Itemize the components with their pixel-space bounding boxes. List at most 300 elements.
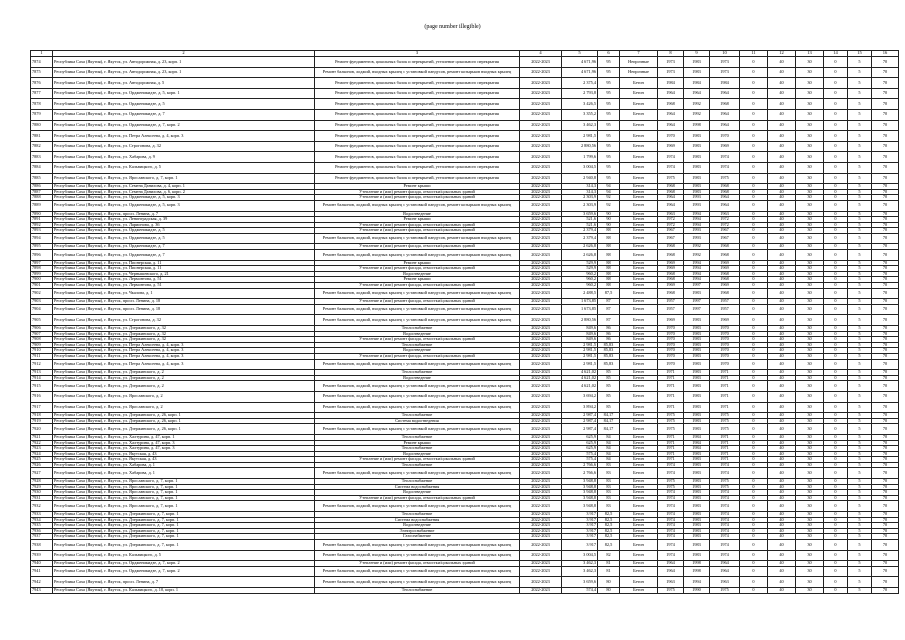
table-cell: Республика Саха (Якутия), г. Якутск, ул. Автодорожная, д. 23, корп. 1 xyxy=(53,67,315,78)
table-cell: 70 xyxy=(872,141,899,152)
table-cell: 70 xyxy=(872,211,899,217)
table-cell: 1969 xyxy=(658,266,684,272)
table-cell: 2 981,5 xyxy=(562,359,598,370)
table-cell: 5 xyxy=(848,370,872,376)
table-cell: 4 671,96 xyxy=(562,57,598,68)
table-cell: 70 xyxy=(872,331,899,337)
table-cell: Республика Саха (Якутия), г. Якутск, ул. Петра Алексеева, д. 4, корп. 3 xyxy=(53,359,315,370)
table-cell: 1971 xyxy=(658,446,684,452)
column-header: 3 xyxy=(315,51,520,57)
table-cell: Бетон xyxy=(620,418,658,424)
table-cell: 30 xyxy=(796,434,824,440)
table-cell: Республика Саха (Якутия), г. Якутск, ул. Ордженикидзе, д. 7, корп. 2 xyxy=(53,120,315,131)
table-cell: 7908 xyxy=(31,337,53,343)
table-cell: 1968 xyxy=(658,189,684,195)
table-cell: 70 xyxy=(872,109,899,120)
table-cell: 5 xyxy=(848,402,872,413)
table-cell: 529,9 xyxy=(562,260,598,266)
table-cell: 0 xyxy=(824,391,848,402)
table-cell: Система водоснабжения xyxy=(315,484,520,490)
table-cell: 30 xyxy=(796,587,824,593)
table-cell: 5 xyxy=(848,67,872,78)
table-cell: 0 xyxy=(824,67,848,78)
table-cell: 88 xyxy=(598,266,620,272)
table-cell: 1968 xyxy=(710,288,740,299)
table-cell: Республика Саха (Якутия), г. Якутск, ул. Ларионова, д. 36 xyxy=(53,222,315,228)
table-cell: 70 xyxy=(872,479,899,485)
table-cell: Республика Саха (Якутия), г. Якутск, ул. Чернышевского, д. 21 xyxy=(53,271,315,277)
table-cell: Бетон xyxy=(620,424,658,435)
table-cell: 70 xyxy=(872,440,899,446)
table-cell: 92 xyxy=(598,200,620,211)
table-cell: 40 xyxy=(768,217,796,223)
table-row xyxy=(31,391,899,402)
table-cell: 86 xyxy=(598,337,620,343)
table-cell: 30 xyxy=(796,304,824,315)
table-cell: 1971 xyxy=(710,434,740,440)
table-cell: 7903 xyxy=(31,299,53,305)
table-cell: 2022-2023 xyxy=(520,528,562,534)
table-cell: 0 xyxy=(824,550,848,561)
table-row xyxy=(31,381,899,392)
table-cell: 1970 xyxy=(658,131,684,142)
table-cell: 40 xyxy=(768,326,796,332)
table-cell: 5 xyxy=(848,523,872,529)
table-cell: 30 xyxy=(796,67,824,78)
table-cell: 30 xyxy=(796,250,824,261)
table-cell: Бетон xyxy=(620,517,658,523)
table-cell: 5 xyxy=(848,528,872,534)
table-cell: 2022-2023 xyxy=(520,451,562,457)
table-cell: 1974 xyxy=(658,512,684,518)
table-cell: 83 xyxy=(598,484,620,490)
table-cell: 2022-2023 xyxy=(520,402,562,413)
table-cell: Ремонт фундаментов, цокольных балок и перекрытий, утепление цокольного перекрытия xyxy=(315,78,520,89)
table-cell: 5 xyxy=(848,479,872,485)
table-cell: 0 xyxy=(824,173,848,184)
table-cell: Республика Саха (Якутия), г. Якутск, ул. Лермонтова, д. 51 xyxy=(53,283,315,289)
table-cell: 2022-2023 xyxy=(520,331,562,337)
table-cell: 30 xyxy=(796,495,824,501)
table-cell: 849,6 xyxy=(562,326,598,332)
table-cell: 30 xyxy=(796,424,824,435)
table-cell: 5 xyxy=(848,484,872,490)
table-cell: 1983 xyxy=(684,331,710,337)
table-cell: 85 xyxy=(598,375,620,381)
table-cell: 5 xyxy=(848,173,872,184)
table-cell: 1974 xyxy=(658,528,684,534)
table-cell: 7877 xyxy=(31,88,53,99)
table-cell: 0 xyxy=(824,462,848,468)
table-cell: 0 xyxy=(740,173,768,184)
table-cell: 1983 xyxy=(684,162,710,173)
table-cell: Ремонт крыши xyxy=(315,217,520,223)
table-cell: 1974 xyxy=(710,468,740,479)
table-cell: 5 xyxy=(848,550,872,561)
table-cell: 1975 xyxy=(710,418,740,424)
table-cell: Бетон xyxy=(620,528,658,534)
table-cell: 5 xyxy=(848,375,872,381)
table-row xyxy=(31,99,899,110)
table-cell: 1969 xyxy=(658,260,684,266)
table-cell: 0 xyxy=(824,304,848,315)
table-cell: Ремонт балконов, лоджий, входных крылец с установкой пандусов, ремонт козырьков входных крылец xyxy=(315,288,520,299)
table-cell: 0 xyxy=(740,271,768,277)
table-cell: 0 xyxy=(740,200,768,211)
table-cell: 2022-2023 xyxy=(520,440,562,446)
table-cell: 1983 xyxy=(684,523,710,529)
table-cell: 0 xyxy=(740,523,768,529)
column-header: 2 xyxy=(53,51,315,57)
table-cell: 40 xyxy=(768,337,796,343)
table-cell: 70 xyxy=(872,88,899,99)
table-cell: 5 xyxy=(848,561,872,567)
table-cell: 3 917 xyxy=(562,534,598,540)
table-cell: 5 xyxy=(848,189,872,195)
table-cell: 40 xyxy=(768,490,796,496)
table-cell: 0 xyxy=(740,550,768,561)
table-cell: 0 xyxy=(824,457,848,463)
table-cell: 0 xyxy=(824,528,848,534)
table-cell: 0 xyxy=(740,228,768,234)
column-header: 12 xyxy=(768,51,796,57)
table-cell: 40 xyxy=(768,577,796,588)
table-cell: 88 xyxy=(598,228,620,234)
table-cell: 2 987,4 xyxy=(562,418,598,424)
table-cell: 0 xyxy=(740,587,768,593)
table-cell: 1964 xyxy=(710,561,740,567)
table-cell: 40 xyxy=(768,120,796,131)
table-cell: 70 xyxy=(872,370,899,376)
table-cell: 70 xyxy=(872,484,899,490)
table-cell: 1994 xyxy=(684,271,710,277)
table-cell: 0 xyxy=(824,233,848,244)
table-cell: 1983 xyxy=(684,451,710,457)
table-cell: 3 948,8 xyxy=(562,484,598,490)
table-cell: 83 xyxy=(598,462,620,468)
table-cell: Республика Саха (Якутия), г. Якутск, ул. Дзержинского, д. 7, корп. 1 xyxy=(53,534,315,540)
table-cell: 2022-2023 xyxy=(520,381,562,392)
table-cell: 70 xyxy=(872,434,899,440)
table-cell: Республика Саха (Якутия), г. Якутск, ул. Дзержинского, д. 7, корп. 1 xyxy=(53,512,315,518)
table-cell: 40 xyxy=(768,534,796,540)
table-cell: Бетон xyxy=(620,217,658,223)
table-cell: 5 xyxy=(848,462,872,468)
table-cell: 0 xyxy=(740,381,768,392)
table-cell: 2022-2023 xyxy=(520,266,562,272)
table-cell: 1983 xyxy=(684,141,710,152)
table-cell: 2022-2023 xyxy=(520,131,562,142)
table-cell: 1974 xyxy=(710,495,740,501)
table-cell: Республика Саха (Якутия), г. Якутск, просп. Ленина, д. 7 xyxy=(53,577,315,588)
table-cell: 5 xyxy=(848,184,872,190)
table-cell: 7919 xyxy=(31,418,53,424)
table-cell: 1970 xyxy=(658,342,684,348)
table-cell: Теплоснабжение xyxy=(315,462,520,468)
table-cell: 2 375,4 xyxy=(562,78,598,89)
table-cell: 2022-2023 xyxy=(520,434,562,440)
table-cell: 0 xyxy=(824,561,848,567)
table-cell: 1974 xyxy=(710,540,740,551)
table-cell: 1969 xyxy=(710,260,740,266)
table-cell: 0 xyxy=(824,250,848,261)
table-cell: Бетон xyxy=(620,120,658,131)
table-cell: 30 xyxy=(796,457,824,463)
table-cell: 5 xyxy=(848,57,872,68)
table-cell: 1964 xyxy=(658,109,684,120)
table-cell: 0 xyxy=(824,184,848,190)
table-cell: 3 894,2 xyxy=(562,402,598,413)
table-cell: 1975 xyxy=(658,424,684,435)
table-cell: 7917 xyxy=(31,402,53,413)
table-cell: 0 xyxy=(740,342,768,348)
table-cell: 70 xyxy=(872,200,899,211)
table-cell: Бетон xyxy=(620,277,658,283)
table-cell: 40 xyxy=(768,250,796,261)
table-cell: Республика Саха (Якутия), г. Якутск, ул. Ордженикидзе, д. 5, корп. 3 xyxy=(53,195,315,201)
table-cell: 7905 xyxy=(31,315,53,326)
table-cell: 3 426,5 xyxy=(562,99,598,110)
table-cell: Республика Саха (Якутия), г. Якутск, ул. Кальвицкого, д. 5 xyxy=(53,550,315,561)
table-cell: 2022-2023 xyxy=(520,337,562,343)
table-cell: 5 xyxy=(848,162,872,173)
table-cell: 2022-2023 xyxy=(520,517,562,523)
column-header: 7 xyxy=(620,51,658,57)
table-cell: 0 xyxy=(740,67,768,78)
table-cell: 70 xyxy=(872,587,899,593)
table-cell: 30 xyxy=(796,315,824,326)
table-cell: 0 xyxy=(740,528,768,534)
table-cell: 90 xyxy=(598,211,620,217)
table-cell: 7907 xyxy=(31,331,53,337)
table-cell: 0 xyxy=(740,283,768,289)
table-cell: 84 xyxy=(598,451,620,457)
table-cell: Непрочные xyxy=(620,57,658,68)
table-cell: 30 xyxy=(796,490,824,496)
table-cell: 5 xyxy=(848,446,872,452)
table-cell: 0 xyxy=(824,402,848,413)
table-cell: Республика Саха (Якутия), г. Якутск, ул. Халтурина, д. 47, корп. 3 xyxy=(53,440,315,446)
table-row xyxy=(31,78,899,89)
table-cell: 2022-2023 xyxy=(520,326,562,332)
table-cell: 40 xyxy=(768,353,796,359)
table-cell: 2022-2023 xyxy=(520,413,562,419)
table-cell: 2022-2023 xyxy=(520,277,562,283)
table-cell: 40 xyxy=(768,131,796,142)
table-cell: 70 xyxy=(872,424,899,435)
table-cell: 2022-2023 xyxy=(520,233,562,244)
table-cell: 1970 xyxy=(710,348,740,354)
table-cell: 30 xyxy=(796,418,824,424)
table-cell: 70 xyxy=(872,566,899,577)
table-cell: 0 xyxy=(824,577,848,588)
table-cell: 30 xyxy=(796,222,824,228)
table-cell: Бетон xyxy=(620,222,658,228)
table-cell: 30 xyxy=(796,233,824,244)
table-cell: 5 xyxy=(848,517,872,523)
table-cell: 82,5 xyxy=(598,540,620,551)
works-table xyxy=(30,50,899,594)
table-cell: Бетон xyxy=(620,440,658,446)
table-cell: Утепление и (или) ремонт фасада, отмостки/цокольных зданий xyxy=(315,561,520,567)
table-cell: 84,17 xyxy=(598,418,620,424)
table-cell: 1974 xyxy=(658,501,684,512)
table-cell: 30 xyxy=(796,381,824,392)
table-cell: Республика Саха (Якутия), г. Якутск, ул. Пионерская, д. 11 xyxy=(53,266,315,272)
table-cell: Утепление и (или) ремонт фасада, отмостки/цокольных зданий xyxy=(315,244,520,250)
table-cell: 40 xyxy=(768,501,796,512)
table-cell: Теплоснабжение xyxy=(315,512,520,518)
table-cell: 7912 xyxy=(31,359,53,370)
table-cell: 0 xyxy=(740,88,768,99)
table-cell: 1974 xyxy=(658,495,684,501)
table-cell: Бетон xyxy=(620,315,658,326)
table-cell: 5 xyxy=(848,152,872,163)
table-cell: 2022-2023 xyxy=(520,315,562,326)
table-cell: Республика Саха (Якутия), г. Якутск, ул. Дзержинского, д. 32 xyxy=(53,326,315,332)
table-cell: 0 xyxy=(824,131,848,142)
table-cell: Республика Саха (Якутия), г. Якутск, ул. Ярославского, д. 7, корп. 1 xyxy=(53,495,315,501)
table-cell: Водоотведение xyxy=(315,523,520,529)
table-cell: 1984 xyxy=(684,440,710,446)
table-cell: 1983 xyxy=(684,528,710,534)
table-cell: 7921 xyxy=(31,434,53,440)
table-cell: Бетон xyxy=(620,490,658,496)
table-cell: Республика Саха (Якутия), г. Якутск, ул. Дзержинского, д. 26, корп. 1 xyxy=(53,424,315,435)
table-cell: 7939 xyxy=(31,550,53,561)
table-cell: 2022-2023 xyxy=(520,468,562,479)
table-cell: 40 xyxy=(768,299,796,305)
table-cell: 0 xyxy=(824,468,848,479)
table-cell: 82,5 xyxy=(598,528,620,534)
table-cell: 1974 xyxy=(658,468,684,479)
table-row xyxy=(31,577,899,588)
table-cell: Республика Саха (Якутия), г. Якутск, ул. Ордженикидзе, д. 7, корп. 2 xyxy=(53,561,315,567)
table-cell: Ремонт фундаментов, цокольных балок и перекрытий, утепление цокольного перекрытия xyxy=(315,141,520,152)
table-cell: 2022-2023 xyxy=(520,260,562,266)
table-cell: Республика Саха (Якутия), г. Якутск, ул. Ордженикидзе, д. 5, корп. 1 xyxy=(53,88,315,99)
table-cell: 5 xyxy=(848,331,872,337)
table-cell: 1994 xyxy=(684,266,710,272)
table-cell: 2022-2023 xyxy=(520,189,562,195)
table-cell: 1964 xyxy=(710,200,740,211)
table-cell: Бетон xyxy=(620,381,658,392)
table-cell: 0 xyxy=(824,109,848,120)
table-cell: Бетон xyxy=(620,370,658,376)
table-cell: 40 xyxy=(768,260,796,266)
table-cell: 2 880,56 xyxy=(562,141,598,152)
table-row xyxy=(31,566,899,577)
table-cell: 70 xyxy=(872,228,899,234)
table-cell: 5 xyxy=(848,413,872,419)
table-cell: 0 xyxy=(824,260,848,266)
table-cell: 70 xyxy=(872,528,899,534)
table-cell: Бетон xyxy=(620,299,658,305)
table-cell: 70 xyxy=(872,57,899,68)
table-cell: 70 xyxy=(872,337,899,343)
table-cell: Бетон xyxy=(620,359,658,370)
table-cell: Система водоснабжения xyxy=(315,517,520,523)
table-cell: 83 xyxy=(598,501,620,512)
table-row xyxy=(31,109,899,120)
table-cell: Бетон xyxy=(620,501,658,512)
table-cell: 7941 xyxy=(31,566,53,577)
table-cell: 7930 xyxy=(31,490,53,496)
table-cell: 30 xyxy=(796,566,824,577)
table-cell: Республика Саха (Якутия), г. Якутск, ул. Ленинградская, д. 39 xyxy=(53,217,315,223)
works-table-wrapper xyxy=(30,50,898,594)
table-cell: 0 xyxy=(824,540,848,551)
table-cell: 5 xyxy=(848,468,872,479)
table-cell: 575,4 xyxy=(562,451,598,457)
table-cell: Электроснабжение xyxy=(315,528,520,534)
table-cell: 85 xyxy=(598,370,620,376)
table-cell: 1968 xyxy=(710,189,740,195)
table-cell: 2022-2023 xyxy=(520,424,562,435)
table-cell: 5 xyxy=(848,88,872,99)
table-cell: 7880 xyxy=(31,120,53,131)
table-cell: Бетон xyxy=(620,348,658,354)
table-cell: Бетон xyxy=(620,200,658,211)
table-cell: 2022-2023 xyxy=(520,484,562,490)
table-cell: 70 xyxy=(872,550,899,561)
table-cell: 70 xyxy=(872,67,899,78)
table-cell: 0 xyxy=(824,337,848,343)
table-cell: 1968 xyxy=(658,250,684,261)
table-cell: 1964 xyxy=(658,88,684,99)
table-cell: 92 xyxy=(598,195,620,201)
table-cell: 1970 xyxy=(658,348,684,354)
table-cell: 30 xyxy=(796,195,824,201)
table-cell: 0 xyxy=(824,78,848,89)
table-cell: 0 xyxy=(740,211,768,217)
table-cell: 960,2 xyxy=(562,271,598,277)
table-cell: 5 xyxy=(848,391,872,402)
table-cell: 1967 xyxy=(658,233,684,244)
table-cell: Бетон xyxy=(620,233,658,244)
table-cell: 1993 xyxy=(684,200,710,211)
table-cell: Республика Саха (Якутия), г. Якутск, ул. Ордженикидзе, д. 5 xyxy=(53,233,315,244)
table-cell: 1975 xyxy=(710,424,740,435)
table-cell: 30 xyxy=(796,451,824,457)
table-cell: 2022-2023 xyxy=(520,228,562,234)
table-cell: 70 xyxy=(872,451,899,457)
table-cell: 5 xyxy=(848,353,872,359)
table-cell: 5 xyxy=(848,457,872,463)
table-cell: 30 xyxy=(796,189,824,195)
table-cell: 40 xyxy=(768,228,796,234)
table-cell: 40 xyxy=(768,244,796,250)
table-cell: 5 xyxy=(848,337,872,343)
table-cell: 40 xyxy=(768,495,796,501)
table-cell: 1971 xyxy=(710,451,740,457)
table-cell: 1983 xyxy=(684,173,710,184)
table-cell: 1975 xyxy=(658,173,684,184)
table-cell: 0 xyxy=(740,566,768,577)
table-cell: Теплоснабжение xyxy=(315,434,520,440)
table-cell: 5 xyxy=(848,434,872,440)
table-cell: 3 948,8 xyxy=(562,495,598,501)
table-cell: 40 xyxy=(768,195,796,201)
table-cell: 0 xyxy=(740,413,768,419)
table-cell: 30 xyxy=(796,370,824,376)
table-cell: Бетон xyxy=(620,561,658,567)
table-cell: Водоотведение xyxy=(315,331,520,337)
table-cell: 7878 xyxy=(31,99,53,110)
table-cell: 0 xyxy=(824,315,848,326)
table-cell: 2022-2023 xyxy=(520,152,562,163)
table-cell: 1983 xyxy=(684,381,710,392)
